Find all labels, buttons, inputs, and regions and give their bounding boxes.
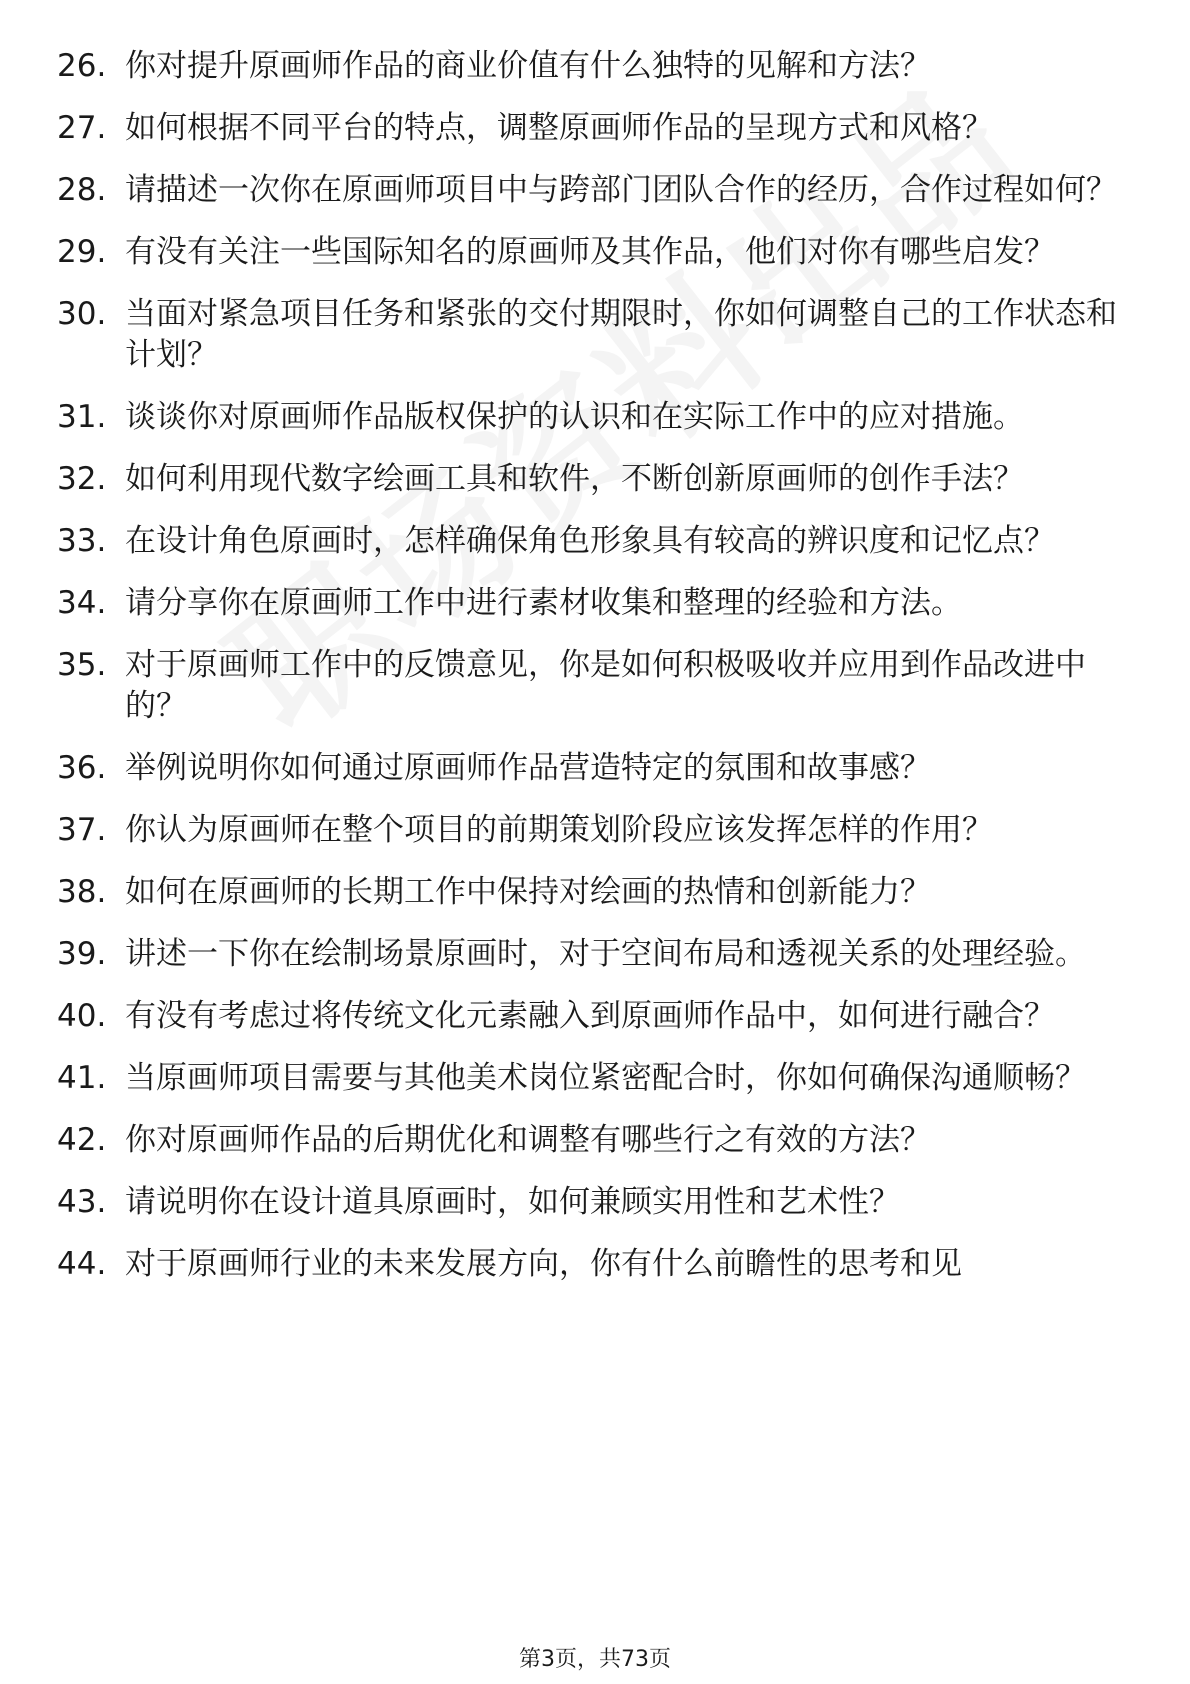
question-number: 30.: [57, 296, 107, 332]
page-footer: 第3页，共73页: [519, 1647, 671, 1672]
question-number: 41.: [57, 1060, 107, 1096]
question-item: [57, 521, 1117, 562]
question-text: 有没有考虑过将传统文化元素融入到原画师作品中，如何进行融合？: [125, 998, 1055, 1034]
question-number: 33.: [57, 523, 107, 559]
question-text: 当面对紧急项目任务和紧张的交付期限时，你如何调整自己的工作状态和计划？: [125, 296, 1117, 373]
question-item: [57, 1244, 1117, 1285]
question-text: 对于原画师行业的未来发展方向，你有什么前瞻性的思考和见: [125, 1246, 962, 1282]
question-item: [57, 1120, 1117, 1161]
question-text: 谈谈你对原画师作品版权保护的认识和在实际工作中的应对措施。: [125, 399, 1024, 435]
question-text: 请说明你在设计道具原画时，如何兼顾实用性和艺术性？: [125, 1184, 900, 1220]
question-text: 如何在原画师的长期工作中保持对绘画的热情和创新能力？: [125, 874, 931, 910]
question-item: [57, 46, 1117, 87]
question-number: 26.: [57, 48, 107, 84]
question-item: [57, 1182, 1117, 1223]
question-item: [57, 645, 1117, 727]
question-item: [57, 294, 1117, 376]
question-text: 讲述一下你在绘制场景原画时，对于空间布局和透视关系的处理经验。: [125, 936, 1086, 972]
question-item: [57, 872, 1117, 913]
question-item: [57, 810, 1117, 851]
question-number: 39.: [57, 936, 107, 972]
question-number: 43.: [57, 1184, 107, 1220]
question-number: 28.: [57, 172, 107, 208]
question-text: 在设计角色原画时，怎样确保角色形象具有较高的辨识度和记忆点？: [125, 523, 1055, 559]
question-text: 你认为原画师在整个项目的前期策划阶段应该发挥怎样的作用？: [125, 812, 993, 848]
question-number: 32.: [57, 461, 107, 497]
question-item: [57, 583, 1117, 624]
question-number: 38.: [57, 874, 107, 910]
question-number: 29.: [57, 234, 107, 270]
question-item: [57, 459, 1117, 500]
question-number: 36.: [57, 750, 107, 786]
question-text: 请分享你在原画师工作中进行素材收集和整理的经验和方法。: [125, 585, 962, 621]
question-text: 请描述一次你在原画师项目中与跨部门团队合作的经历，合作过程如何？: [125, 172, 1117, 208]
question-text: 有没有关注一些国际知名的原画师及其作品，他们对你有哪些启发？: [125, 234, 1055, 270]
question-item: [57, 397, 1117, 438]
question-text: 当原画师项目需要与其他美术岗位紧密配合时，你如何确保沟通顺畅？: [125, 1060, 1086, 1096]
question-text: 你对提升原画师作品的商业价值有什么独特的见解和方法？: [125, 48, 931, 84]
question-item: [57, 934, 1117, 975]
question-number: 34.: [57, 585, 107, 621]
question-item: [57, 996, 1117, 1037]
question-item: [57, 232, 1117, 273]
question-number: 40.: [57, 998, 107, 1034]
question-text: 如何利用现代数字绘画工具和软件，不断创新原画师的创作手法？: [125, 461, 1024, 497]
question-text: 你对原画师作品的后期优化和调整有哪些行之有效的方法？: [125, 1122, 931, 1158]
question-item: [57, 748, 1117, 789]
question-text: 举例说明你如何通过原画师作品营造特定的氛围和故事感？: [125, 750, 931, 786]
question-item: [57, 108, 1117, 149]
question-number: 27.: [57, 110, 107, 146]
question-number: 42.: [57, 1122, 107, 1158]
question-number: 31.: [57, 399, 107, 435]
question-item: [57, 170, 1117, 211]
question-list: [57, 46, 1117, 1306]
question-number: 37.: [57, 812, 107, 848]
question-text: 如何根据不同平台的特点，调整原画师作品的呈现方式和风格？: [125, 110, 993, 146]
question-text: 对于原画师工作中的反馈意见，你是如何积极吸收并应用到作品改进中的？: [125, 647, 1086, 724]
question-number: 44.: [57, 1246, 107, 1282]
question-item: [57, 1058, 1117, 1099]
question-number: 35.: [57, 647, 107, 683]
